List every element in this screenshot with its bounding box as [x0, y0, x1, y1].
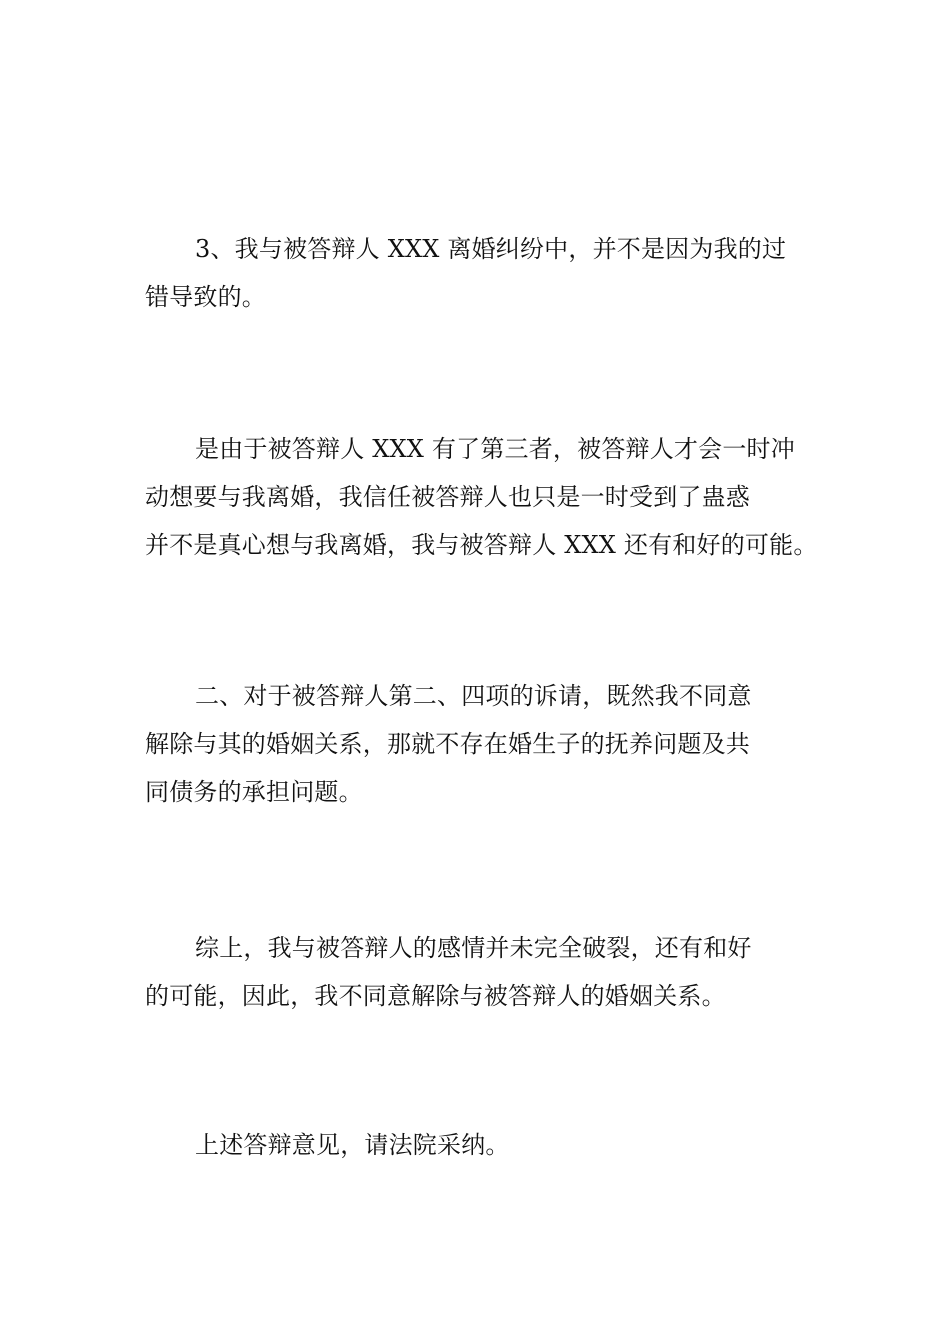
- paragraph-line: 同债务的承担问题。: [145, 778, 363, 806]
- paragraph-line: 上述答辩意见，请法院采纳。: [195, 1131, 510, 1159]
- paragraph-line: 错导致的。: [145, 283, 266, 311]
- paragraph-line: 并不是真心想与我离婚，我与被答辩人 XXX 还有和好的可能。: [145, 531, 818, 559]
- paragraph-line: 的可能，因此，我不同意解除与被答辩人的婚姻关系。: [145, 982, 726, 1010]
- paragraph-summary: [145, 924, 825, 1020]
- paragraph-claims-response: [145, 672, 825, 816]
- paragraph-fault-statement: [145, 225, 825, 321]
- paragraph-line: 3、我与被答辩人 XXX 离婚纠纷中，并不是因为我的过: [195, 235, 787, 263]
- paragraph-line: 综上，我与被答辩人的感情并未完全破裂，还有和好: [195, 934, 752, 962]
- paragraph-third-party: [145, 425, 825, 569]
- paragraph-line: 二、对于被答辩人第二、四项的诉请，既然我不同意: [195, 682, 752, 710]
- paragraph-line: 解除与其的婚姻关系，那就不存在婚生子的抚养问题及共: [145, 730, 750, 758]
- paragraph-line: 动想要与我离婚，我信任被答辩人也只是一时受到了蛊惑: [145, 483, 750, 511]
- paragraph-closing: [145, 1121, 825, 1169]
- paragraph-line: 是由于被答辩人 XXX 有了第三者，被答辩人才会一时冲: [195, 435, 795, 463]
